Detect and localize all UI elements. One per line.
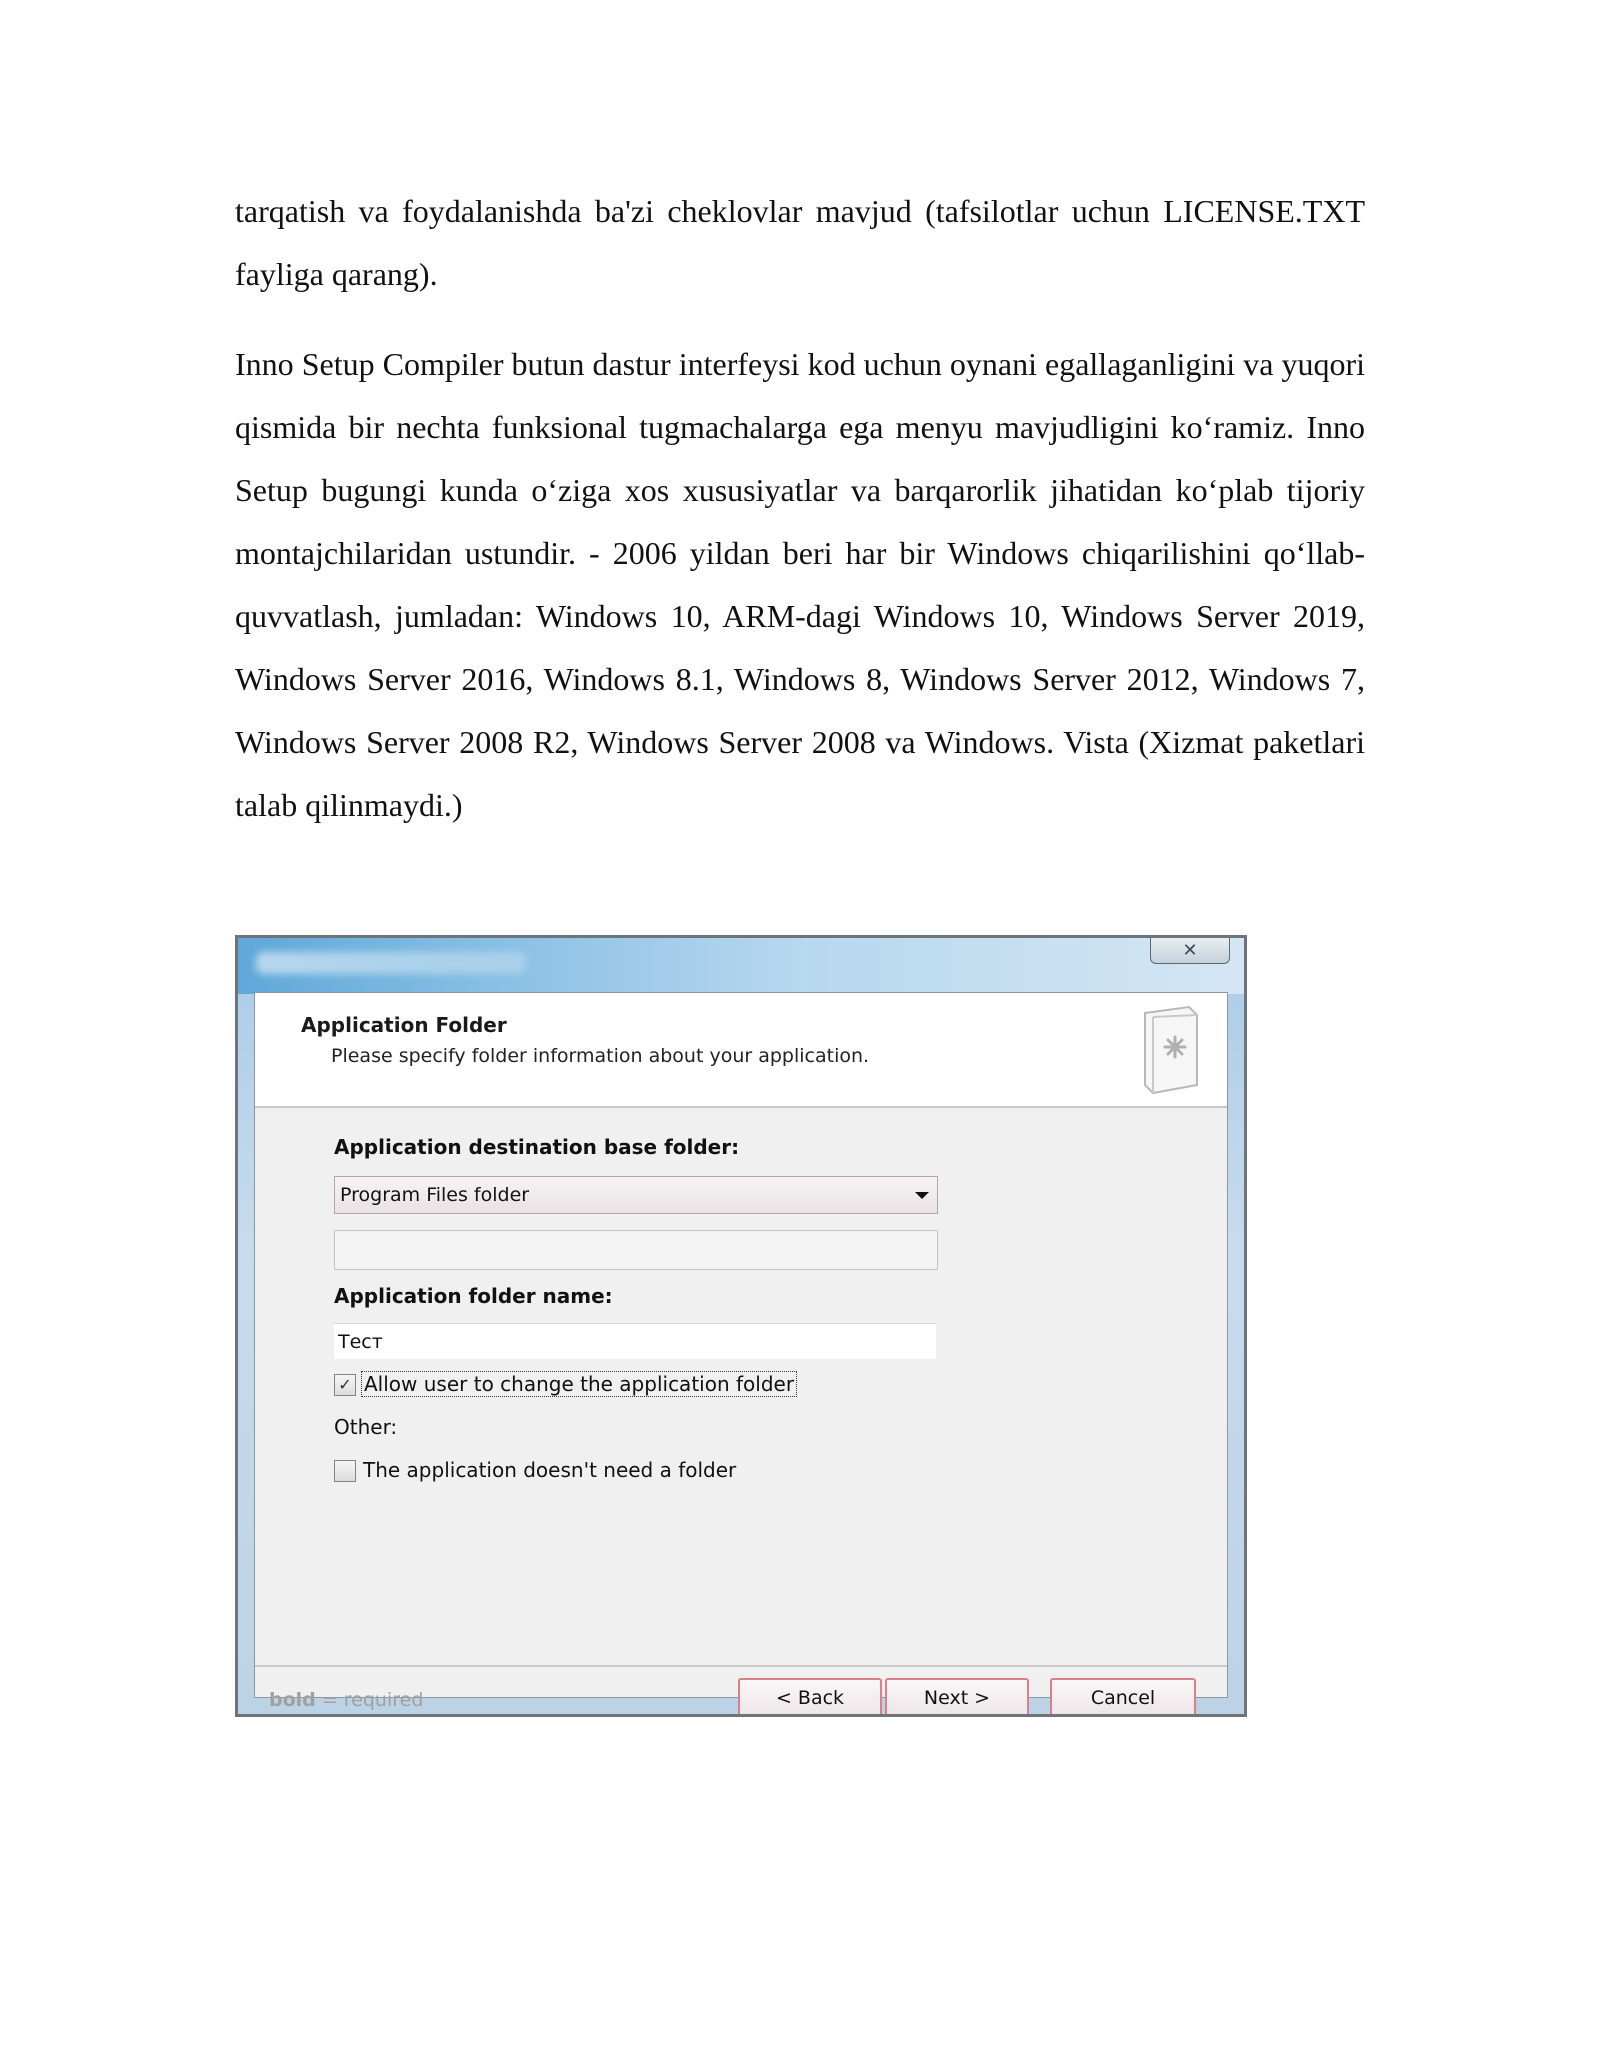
page-subtitle: Please specify folder information about your application. — [331, 1045, 870, 1067]
blurred-window-title — [256, 952, 526, 974]
folder-name-input[interactable]: Тест — [334, 1323, 936, 1359]
back-button[interactable]: < Back — [738, 1678, 882, 1717]
page-title: Application Folder — [301, 1013, 507, 1037]
base-folder-select[interactable] — [334, 1176, 938, 1214]
chevron-down-icon — [915, 1192, 929, 1199]
custom-path-input[interactable] — [334, 1230, 938, 1270]
window-title-bar — [238, 938, 1244, 994]
document-body — [235, 180, 1365, 864]
cancel-button[interactable]: Cancel — [1050, 1678, 1196, 1717]
allow-change-checkbox[interactable] — [334, 1374, 356, 1396]
close-icon: ✕ — [1182, 940, 1198, 961]
no-folder-label[interactable]: The application doesn't need a folder — [363, 1458, 737, 1482]
wizard-folder-icon — [1139, 1005, 1201, 1095]
allow-change-label: Allow user to change the application folder — [361, 1371, 797, 1397]
wizard-header — [255, 993, 1227, 1108]
paragraph-license: tarqatish va foydalanishda ba'zi cheklovlar mavjud (tafsilotlar uchun LICENSE.TXT fayliga qarang). — [235, 193, 1365, 292]
required-hint — [269, 1689, 423, 1711]
base-folder-label: Application destination base folder: — [334, 1135, 740, 1159]
button-area-divider — [255, 1665, 1227, 1667]
paragraph-inno-setup: Inno Setup Compiler butun dastur interfeysi kod uchun oynani egallaganligini va yuqori qismida bir nechta funksional tugmachalarga ega menyu mavjudligini ko‘ramiz. Inno Setup bugungi kunda o‘ziga xos xususiyatlar va barqarorlik jihatidan ko‘plab tijoriy montajchilaridan ustundir. - 2006 yildan beri har bir Windows chiqarilishini qo‘llab-quvvatlash, jumladan: Windows 10, ARM-dagi Windows 10, Windows Server 2019, Windows Server 2016, Windows 8.1, Windows 8, Windows Server 2012, Windows 7, Windows Server 2008 R2, Windows Server 2008 va Windows. Vista (Xizmat paketlari talab qilinmaydi.) — [235, 346, 1365, 823]
allow-change-option[interactable] — [361, 1372, 797, 1396]
no-folder-checkbox[interactable] — [334, 1460, 356, 1482]
next-button[interactable]: Next > — [885, 1678, 1029, 1717]
folder-name-label: Application folder name: — [334, 1284, 613, 1308]
wizard-client-area — [254, 992, 1228, 1711]
checkmark-icon: ✓ — [338, 1375, 352, 1394]
hint-rest: = required — [315, 1689, 424, 1711]
wizard-screenshot — [235, 935, 1247, 1717]
hint-bold-word: bold — [269, 1689, 316, 1711]
base-folder-value: Program Files folder — [340, 1184, 530, 1206]
other-label: Other: — [334, 1415, 398, 1439]
close-button[interactable] — [1150, 938, 1230, 964]
